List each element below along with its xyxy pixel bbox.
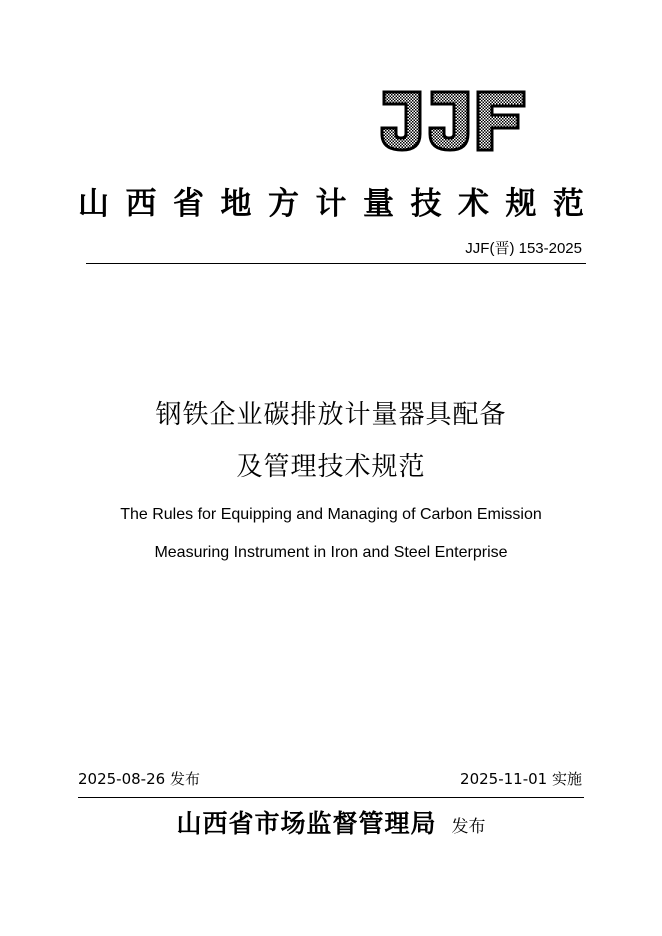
series-char: 计	[315, 186, 347, 222]
series-char: 地	[220, 186, 252, 222]
header-divider	[86, 263, 586, 264]
document-code: JJF(晋) 153-2025	[465, 240, 582, 257]
chinese-title-line-2: 及管理技术规范	[236, 452, 426, 482]
publisher-name: 山西省市场监督管理局	[176, 809, 437, 838]
series-char: 范	[553, 186, 584, 222]
series-char: 方	[268, 186, 299, 222]
english-title-line-2: Measuring Instrument in Iron and Steel Enterprise	[154, 544, 508, 561]
series-title	[78, 184, 584, 224]
jjf-logo	[376, 88, 528, 154]
series-char: 山	[78, 186, 109, 222]
series-char: 规	[505, 186, 537, 222]
footer-divider	[78, 797, 584, 798]
implementation-date: 2025-11-01 实施	[460, 770, 582, 788]
series-char: 省	[173, 186, 204, 222]
series-char: 技	[410, 186, 442, 222]
series-char: 术	[458, 186, 489, 222]
issue-date: 2025-08-26 发布	[78, 770, 200, 788]
jjf-logo-graphic	[376, 88, 528, 154]
series-char: 西	[125, 186, 157, 222]
publisher	[0, 806, 662, 842]
chinese-title-line-1: 钢铁企业碳排放计量器具配备	[155, 400, 507, 430]
series-char: 量	[363, 186, 394, 222]
publisher-suffix: 发布	[451, 817, 486, 837]
english-title-line-1: The Rules for Equipping and Managing of Carbon Emission	[120, 506, 542, 523]
